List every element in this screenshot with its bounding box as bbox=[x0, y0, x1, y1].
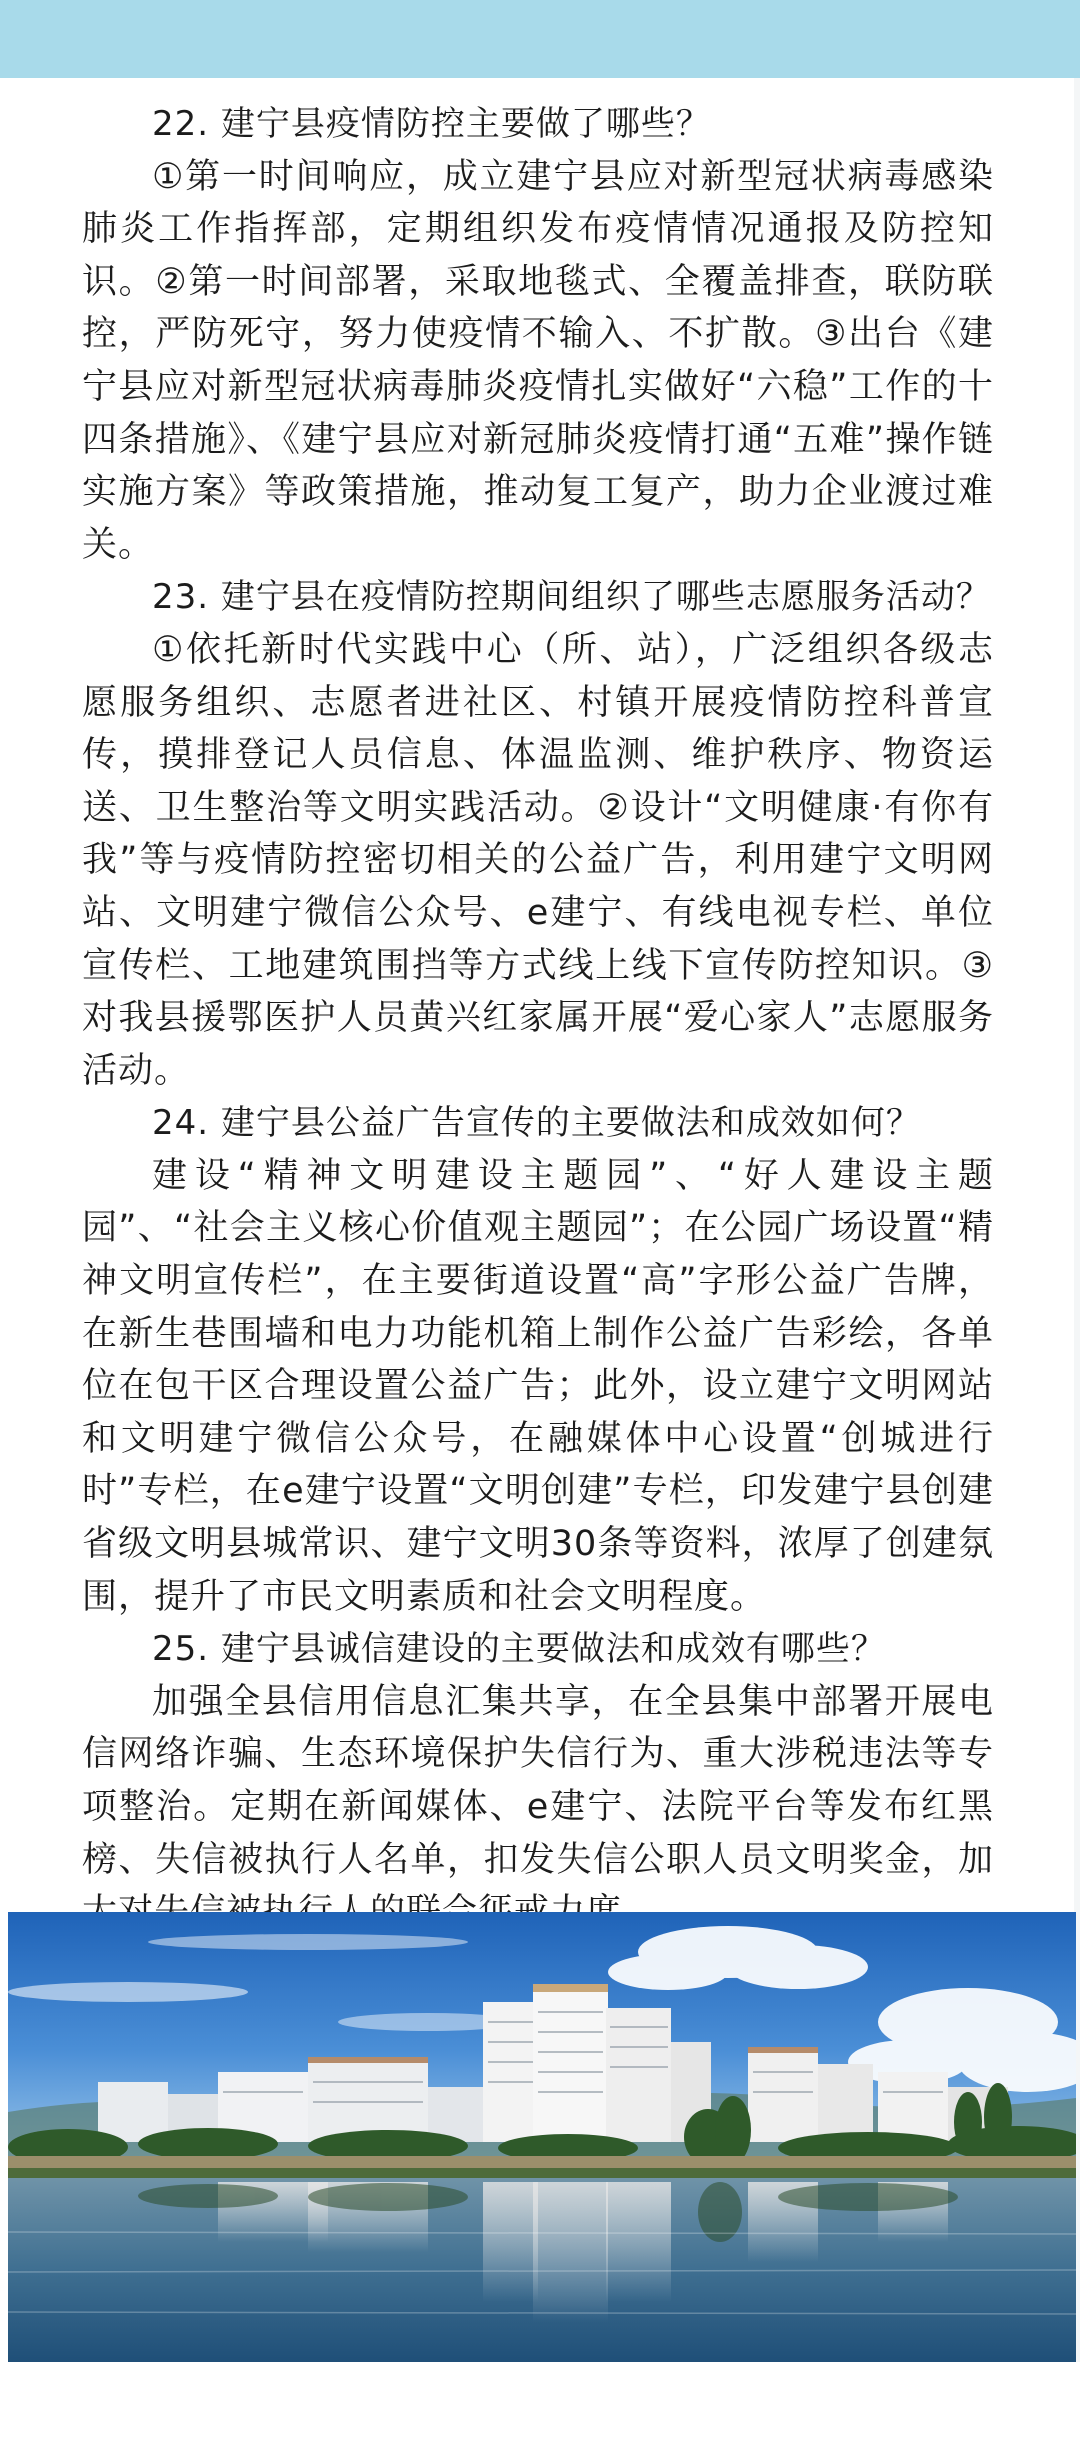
question-24: 24. 建宁县公益广告宣传的主要做法和成效如何？ bbox=[152, 1103, 921, 1144]
question-22: 22. 建宁县疫情防控主要做了哪些？ bbox=[152, 104, 711, 144]
question-25: 25. 建宁县诚信建设的主要做法和成效有哪些？ bbox=[152, 1629, 886, 1670]
question-23: 23. 建宁县在疫情防控期间组织了哪些志愿服务活动？ bbox=[152, 577, 991, 618]
qa-article bbox=[82, 98, 994, 1939]
city-skyline-illustration bbox=[8, 1912, 1076, 2362]
answer-23: ①依托新时代实践中心（所、站），广泛组织各级志愿服务组织、志愿者进社区、村镇开展疫情防控科普宣传，摸排登记人员信息、体温监测、维护秩序、物资运送、卫生整治等文明实践活动。②设计“文明健康·有你有我”等与疫情防控密切相关的公益广告，利用建宁文明网站、文明建宁微信公众号、e建宁、有线电视专栏、单位宣传栏、工地建筑围挡等方式线上线下宣传防控知识。③对我县援鄂医护人员黄兴红家属开展“爱心家人”志愿服务活动。 bbox=[82, 629, 994, 1091]
answer-24: 建设“精神文明建设主题园”、“好人建设主题园”、“社会主义核心价值观主题园”；在公园广场设置“精神文明宣传栏”，在主要街道设置“高”字形公益广告牌，在新生巷围墙和电力功能机箱上制作公益广告彩绘，各单位在包干区合理设置公益广告；此外，设立建宁文明网站和文明建宁微信公众号，在融媒体中心设置“创城进行时”专栏，在e建宁设置“文明创建”专栏，印发建宁县创建省级文明县城常识、建宁文明30条等资料，浓厚了创建氛围，提升了市民文明素质和社会文明程度。 bbox=[82, 1155, 994, 1617]
top-color-band bbox=[0, 0, 1080, 78]
answer-25: 加强全县信用信息汇集共享，在全县集中部署开展电信网络诈骗、生态环境保护失信行为、重大涉税违法等专项整治。定期在新闻媒体、e建宁、法院平台等发布红黑榜、失信被执行人名单，扣发失信公职人员文明奖金，加 bbox=[82, 1681, 994, 1880]
bottom-margin bbox=[0, 2362, 1080, 2447]
answer-22: ①第一时间响应，成立建宁县应对新型冠状病毒感染肺炎工作指挥部，定期组织发布疫情情况通报及防控知识。②第一时间部署，采取地毯式、全覆盖排查，联防联控，严防死守，努力使疫情不输入、不扩散。③出台《建宁县应对新型冠状病毒肺炎疫情扎实做好“六稳”工作的十四条措施》、《建宁县应对新冠肺炎疫情打通“五难”操作链实施方案》等政策措施，推动复工复产，助力企业渡过难关。 bbox=[82, 156, 994, 565]
city-riverside-photo bbox=[8, 1912, 1076, 2362]
